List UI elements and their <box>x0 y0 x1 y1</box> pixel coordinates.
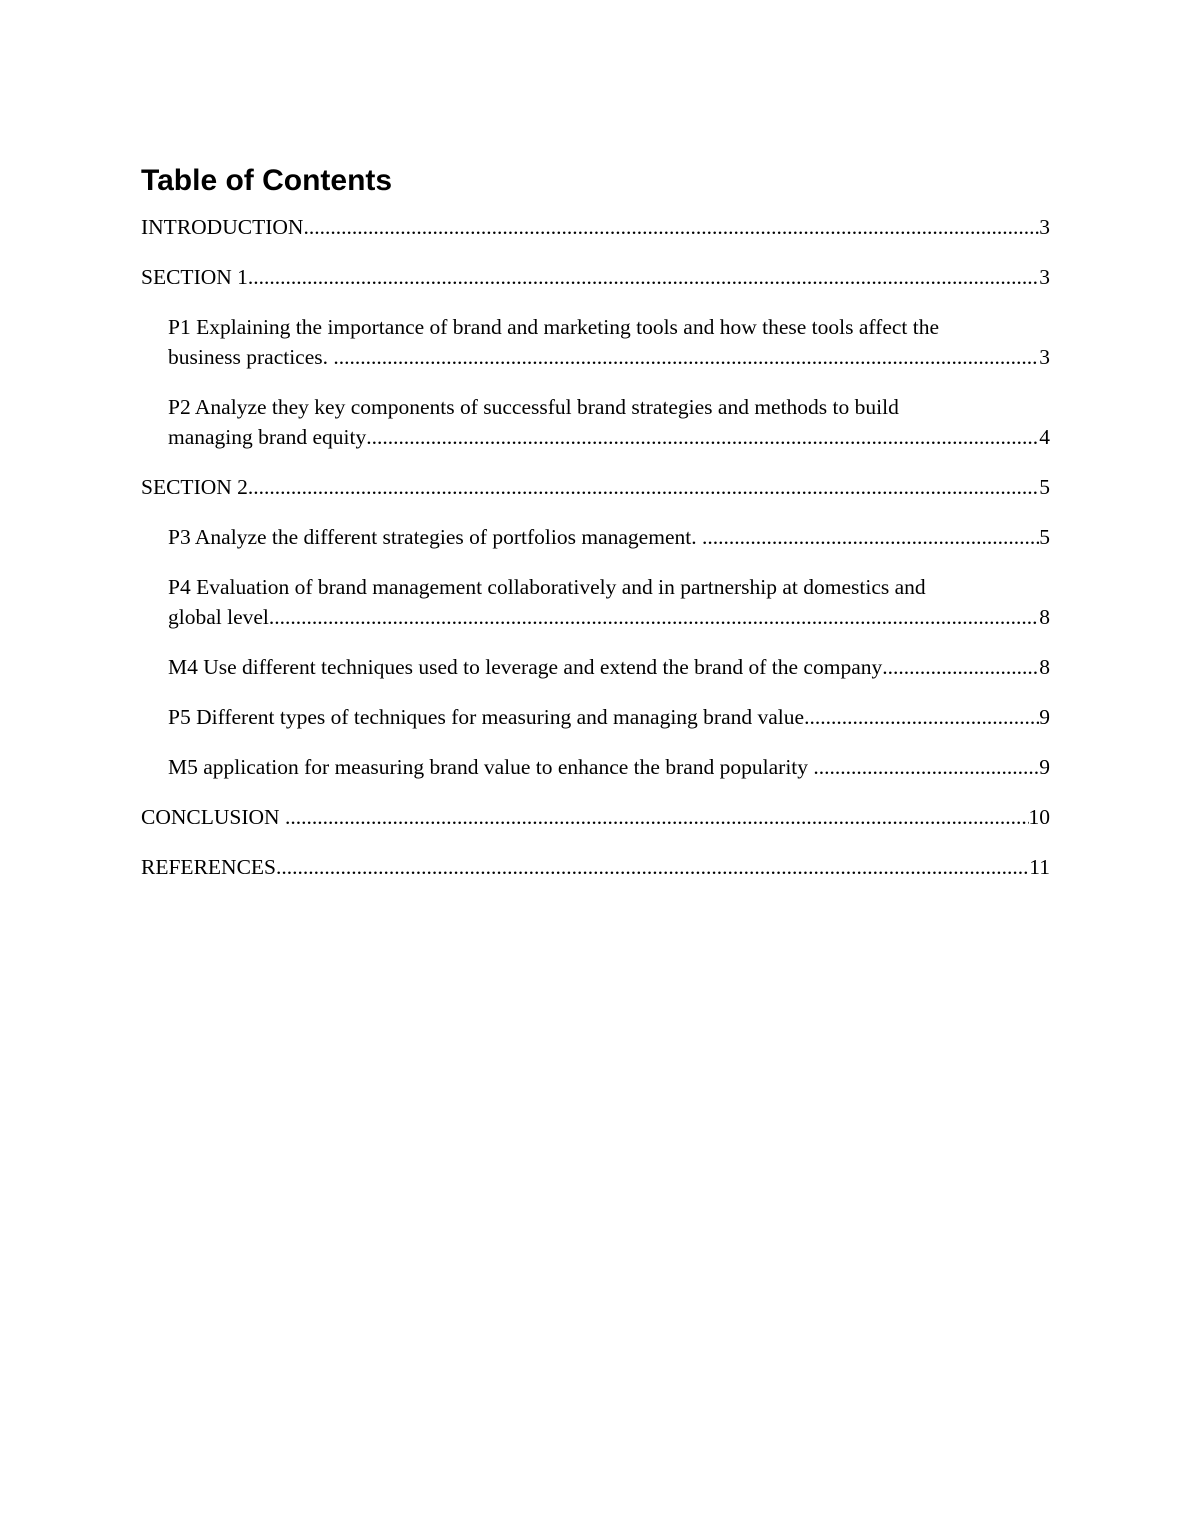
toc-page-number: 9 <box>1039 755 1050 779</box>
toc-entry-text: SECTION 2 <box>141 475 248 499</box>
toc-entry-text: CONCLUSION <box>141 805 285 829</box>
toc-entry-text-line: P1 Explaining the importance of brand and marketing tools and how these tools affect the <box>168 315 940 339</box>
dot-leader <box>702 522 1039 552</box>
toc-entry-text: P5 Different types of techniques for measuring and managing brand value <box>168 705 805 729</box>
toc-entry-text: P3 Analyze the different strategies of portfolios management. <box>168 525 702 549</box>
toc-page-number: 4 <box>1039 425 1050 449</box>
dot-leader <box>813 752 1039 782</box>
toc-page-number: 5 <box>1039 525 1050 549</box>
dot-leader <box>269 602 1039 632</box>
toc-page-number: 8 <box>1039 605 1050 629</box>
toc-entry-leader-row <box>168 522 1050 552</box>
toc-entry-leader-row <box>141 262 1050 292</box>
dot-leader <box>248 262 1039 292</box>
toc-entry-leader-row <box>168 752 1050 782</box>
toc-page-number: 10 <box>1028 805 1050 829</box>
toc-page-number: 8 <box>1039 655 1050 679</box>
toc-entry[interactable] <box>141 852 1050 882</box>
toc-entry-text: SECTION 1 <box>141 265 248 289</box>
toc-entry-text: INTRODUCTION <box>141 215 304 239</box>
toc-page-number: 3 <box>1039 265 1050 289</box>
toc-entry-leader-row <box>168 422 1050 452</box>
dot-leader <box>333 342 1039 372</box>
toc-list <box>141 212 1050 882</box>
toc-entry[interactable] <box>141 262 1050 292</box>
toc-entry-leader-row <box>141 472 1050 502</box>
toc-entry-leader-row <box>141 802 1050 832</box>
toc-entry[interactable] <box>141 472 1050 502</box>
toc-page-number: 9 <box>1039 705 1050 729</box>
dot-leader <box>248 472 1039 502</box>
toc-entry[interactable] <box>168 312 1050 372</box>
toc-entry-leader-row <box>168 652 1050 682</box>
toc-title: Table of Contents <box>141 164 393 197</box>
toc-entry-text: REFERENCES <box>141 855 276 879</box>
dot-leader <box>882 652 1039 682</box>
toc-entry-leader-row <box>141 852 1050 882</box>
dot-leader <box>303 212 1039 242</box>
toc-entry[interactable] <box>141 212 1050 242</box>
toc-entry-text: M4 Use different techniques used to leverage and extend the brand of the company <box>168 655 883 679</box>
toc-entry[interactable] <box>168 572 1050 632</box>
dot-leader <box>366 422 1039 452</box>
document-page <box>141 162 1050 902</box>
toc-entry[interactable] <box>168 702 1050 732</box>
toc-entry[interactable] <box>168 522 1050 552</box>
dot-leader <box>276 852 1029 882</box>
toc-page-number: 11 <box>1029 855 1050 879</box>
toc-entry[interactable] <box>168 752 1050 782</box>
toc-entry-text: managing brand equity <box>168 425 367 449</box>
toc-entry-text-line: P2 Analyze they key components of successful brand strategies and methods to build <box>168 395 899 419</box>
toc-entry-leader-row <box>141 212 1050 242</box>
toc-page-number: 3 <box>1039 345 1050 369</box>
dot-leader <box>285 802 1029 832</box>
toc-entry-text: business practices. <box>168 345 334 369</box>
toc-page-number: 3 <box>1039 215 1050 239</box>
toc-entry-leader-row <box>168 602 1050 632</box>
toc-entry-leader-row <box>168 342 1050 372</box>
toc-entry-text-line: P4 Evaluation of brand management collaboratively and in partnership at domestics and <box>168 575 926 599</box>
dot-leader <box>804 702 1039 732</box>
toc-entry[interactable] <box>168 392 1050 452</box>
toc-entry-leader-row <box>168 702 1050 732</box>
toc-page-number: 5 <box>1039 475 1050 499</box>
toc-entry[interactable] <box>168 652 1050 682</box>
toc-entry-text: global level <box>168 605 269 629</box>
toc-entry-text: M5 application for measuring brand value to enhance the brand popularity <box>168 755 814 779</box>
toc-entry[interactable] <box>141 802 1050 832</box>
